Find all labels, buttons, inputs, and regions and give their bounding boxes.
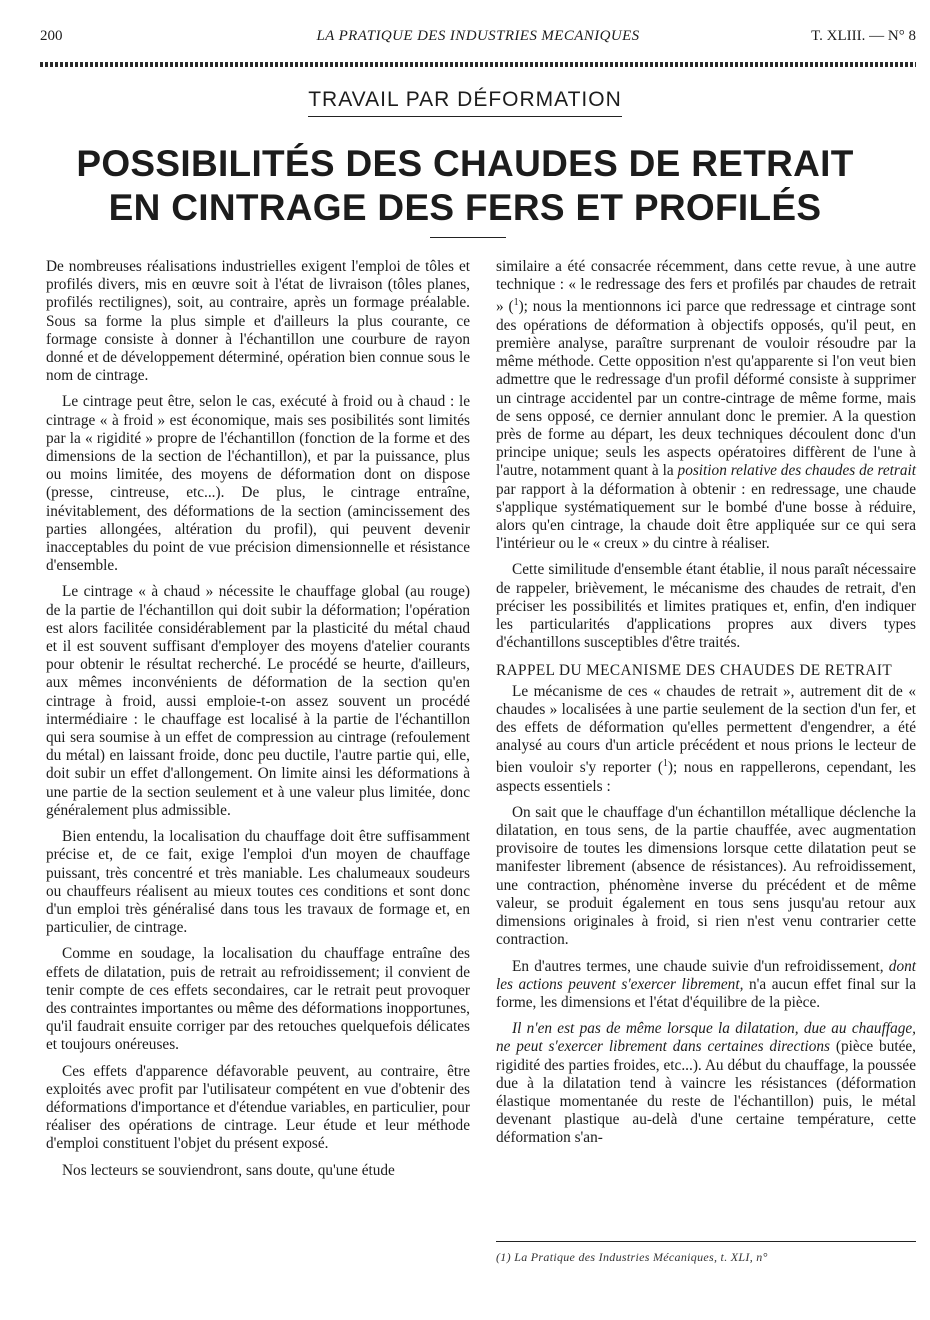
article-title-line-1: POSSIBILITÉS DES CHAUDES DE RETRAIT <box>76 143 854 184</box>
text-run: ); nous en rappellerons, cependant, les aspects essentiels : <box>496 759 917 795</box>
paragraph: Le cintrage « à chaud » nécessite le chauffage global (au rouge) de la partie de l'échantillon qui doit subir la déformation; l'opération est alors facilitée considérablement par la plasticité du métal chaud et il est souvent suffisant d'employer des moyens d'atelier courants pour obtenir le résultat recherché. Le procédé se heurte, d'ailleurs, aux mêmes inconvénients de déformation de la section qu'en cintrage à froid, aussi emploie-t-on assez souvent un procédé intermédiaire : le chauffage est localisé à la partie de l'échantillon qui sera soumise à un effet de compression au cintrage (refoulement du métal) en laissant froide, donc peu ductile, l'autre partie qui, elle, doit subir un effet d'allongement. On limite ainsi les déformations à une partie de la section seulement et à une valeur plus limitée, donc généralement plus admissible. <box>46 583 470 819</box>
issue-number: T. XLIII. — N° 8 <box>811 28 916 44</box>
article-title <box>0 142 930 230</box>
text-run: n'a aucun effet final sur la forme, les dimensions et l'état d'équilibre de la pièce. <box>496 975 916 1011</box>
paragraph: On sait que le chauffage d'un échantillon métallique déclenche la dilatation, en tous sens, de la partie chauffée, avec augmentation provisoire de toutes les dimensions lorsque cette dilatation peut se manifester librement (absence de résistances). Au refroidissement, une contraction, phénomène inverse du précédent et de même valeur, se produit également en tous sens jusqu'au retour aux dimensions originales à froid, si rien n'est venu contrarier cette contraction. <box>496 803 916 949</box>
text-run: En d'autres termes, une chaude suivie d'un refroidissement, <box>512 957 889 975</box>
paragraph <box>496 683 916 796</box>
section-heading <box>0 88 930 117</box>
subheading: RAPPEL DU MECANISME DES CHAUDES DE RETRAIT <box>496 662 893 680</box>
paragraph <box>496 958 916 1013</box>
left-column <box>46 258 470 1188</box>
article-title-line-2: EN CINTRAGE DES FERS ET PROFILÉS <box>108 187 822 228</box>
paragraph: Nos lecteurs se souviendront, sans doute, qu'une étude <box>62 1161 395 1179</box>
text-run: Le mécanisme de ces « chaudes de retrait », autrement dit de « chaudes » localisées à une partie seulement de la section d'un fer, et des effets de déformation qu'elles permettent d'engendrer, a été analysé au cours d'un article précédent et nous prions le lecteur de bien vouloir s'y reporter ( <box>496 682 916 777</box>
text-run: (pièce butée, rigidité des parties froides, etc...). Au début du chauffage, la poussée due à la dilatation tend à vaincre les résistances (déformation élastique momentanée du reste de l'échantillon) puis, le métal devenant plastique au-delà d'une certaine température, cette déformation s'an- <box>496 1038 916 1147</box>
paragraph: Le cintrage peut être, selon le cas, exécuté à froid ou à chaud : le cintrage « à froid » est économique, mais ses posibilités sont limités par la « rigidité » propre de l'échantillon (fonction de la forme et des dimensions de la section de l'échantillon), et par la puissance, plus ou moins limitée, des moyens de déformation dont on dispose (presse, cintreuse, etc...). De plus, le cintrage entraîne, inévitablement, des déformations de la section (amincissement des parties allongées, altération du profil), qui peuvent devenir inacceptables du point de vue précision dimensionnelle et résistance d'ensemble. <box>46 393 470 575</box>
footnote-text: La Pratique des Industries Mécaniques, t. XLI, n° <box>514 1250 768 1264</box>
footnote-mark: (1) <box>496 1250 511 1264</box>
paragraph: Cette similitude d'ensemble étant établie, il nous paraît nécessaire de rappeler, brièvement, le mécanisme des chaudes de retrait, d'en préciser les possibilités et limites pratiques et, enfin, d'en indiquer les particularités d'applications propres aux divers types d'échantillons susceptibles d'être traités. <box>496 561 916 652</box>
paragraph <box>496 1020 916 1147</box>
right-column <box>496 258 916 1156</box>
text-run: par rapport à la déformation à obtenir : en redressage, une chaude s'applique systématiquement sur le bombé d'une bosse à réduire, alors qu'en cintrage, la chaude doit être appliquée sur ce qui sera l'intérieur ou le « creux » du cintre à réaliser. <box>496 480 916 553</box>
running-header <box>40 28 916 50</box>
footnote-ref: 1 <box>662 758 668 770</box>
paragraph: Comme en soudage, la localisation du chauffage entraîne des effets de dilatation, puis de retrait au refroidissement; il convient de tenir compte de ces effets secondaires, car le retrait peut provoquer des contraintes importantes ou même des déformations inopportunes, qu'il faudrait ensuite corriger par des retouches quelquefois délicates et toujours onéreuses. <box>46 945 470 1054</box>
journal-title: LA PRATIQUE DES INDUSTRIES MECANIQUES <box>316 28 640 44</box>
emphasis: position relative des chaudes de retrait <box>677 462 916 480</box>
title-rule <box>430 237 506 238</box>
text-run: ); nous la mentionnons ici parce que redressage et cintrage sont des opérations de déformation à objectifs opposés, qu'il peut, en première analyse, paraître surprenant de vouloir résoudre par la même méthode. Cette opposition n'est qu'apparente si l'on veut bien admettre que le redressage d'un profil déformé consiste à supprimer un cintrage accidentel par un contre-cintrage de même forme, mais de sens opposé, ce dernier annulant donc le premier. A la question près de forme au départ, les deux techniques découlent donc d'un principe unique; seuls les aspects opératoires diffèrent de l'une à l'autre, notamment quant à la <box>496 298 916 480</box>
dotted-divider <box>40 62 916 67</box>
section-title: TRAVAIL PAR DÉFORMATION <box>308 88 622 117</box>
text-run: similaire a été consacrée récemment, dans cette revue, à une autre technique : « le redressage des fers et profilés par chaudes de retrait » ( <box>496 258 916 316</box>
paragraph: Bien entendu, la localisation du chauffage doit être suffisamment précise et, de ce fait, exige l'emploi d'un moyen de chauffage puissant, très concentré et très maniable. Les chalumeaux soudeurs ou chauffeurs réalisent au mieux toutes ces conditions et sont donc d'un emploi très généralisé dans tous les travaux de formage et, en particulier, de cintrage. <box>46 828 470 937</box>
paragraph: De nombreuses réalisations industrielles exigent l'emploi de tôles et profilés divers, mis en œuvre soit à l'état de livraison (tôles planes, profilés rectilignes), soit, au contraire, après un formage préalable. Sous sa forme la plus simple et d'ailleurs la plus courante, ce formage consiste à donner à l'échantillon une courbure de rayon donné et de développement déterminé, opération bien connue sous le nom de cintrage. <box>46 258 470 385</box>
footnote <box>496 1250 916 1265</box>
emphasis: Il n'en est pas de même lorsque la dilatation, due au chauffage, ne peut s'exercer librement dans certaines directions <box>496 1020 916 1056</box>
paragraph: Ces effets d'apparence défavorable peuvent, au contraire, être exploités avec profit par l'utilisateur compétent en vue d'obtenir des déformations d'importance et d'étendue variables, en particulier, pour réaliser des opérations de cintrage. Leur étude et leur méthode d'emploi constituent l'objet du présent exposé. <box>46 1062 470 1153</box>
page-number: 200 <box>40 28 63 44</box>
emphasis: dont les actions peuvent s'exercer librement, <box>496 957 916 993</box>
footnote-rule <box>496 1241 916 1242</box>
footnote-ref: 1 <box>513 297 519 309</box>
paragraph <box>496 258 916 553</box>
